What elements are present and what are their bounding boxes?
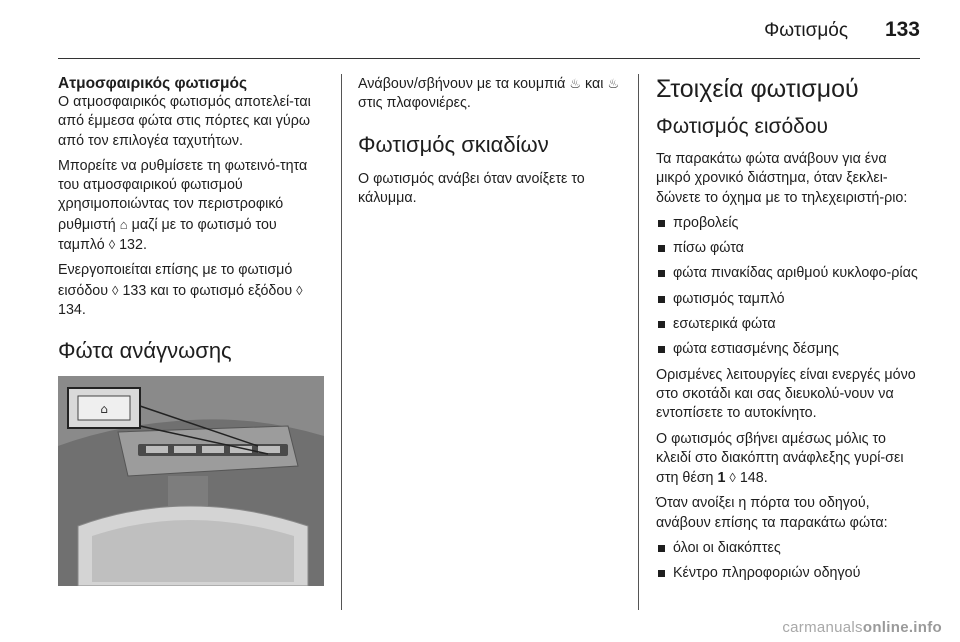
column-divider-1 <box>341 74 342 610</box>
page-ref[interactable]: 132. <box>119 237 147 254</box>
page-ref[interactable]: 148. <box>739 470 768 487</box>
ambient-brightness-text: Μπορείτε να ρυθμίσετε τη φωτεινό-τητα του ατμοσφαιρικού φωτισμού χρησιμοποιώντας τον περιστροφικό ρυθμιστή ⌂ μαζί με το φωτισμό του ταμπλό ◊ 132. <box>58 157 308 254</box>
svg-text:⌂: ⌂ <box>100 402 108 417</box>
list-item: φωτισμός ταμπλό <box>656 290 920 309</box>
page-header <box>0 0 960 58</box>
ignition-position: 1 <box>717 470 726 487</box>
list-item: όλοι οι διακόπτες <box>656 539 920 558</box>
page-ref-icon: ◊ <box>112 282 119 298</box>
page-number: 133 <box>884 18 920 41</box>
ignition-off-text: Ο φωτισμός σβήνει αμέσως μόλις το κλειδί στο διακόπτη ανάφλεξης γυρί-σει στη θέση 1 ◊ 148. <box>656 430 904 487</box>
column-2 <box>358 74 626 214</box>
list-item: φώτα εστιασμένης δέσμης <box>656 340 920 359</box>
ambient-lighting-text: Ο ατμοσφαιρικός φωτισμός αποτελεί-ται από έμμεσα φώτα στις πόρτες και γύρω από τον επιλογέα ταχυτήτων. <box>58 94 311 149</box>
section-title: Στοιχεία φωτισμού <box>656 75 859 103</box>
driver-door-text: Όταν ανοίξει η πόρτα του οδηγού, ανάβουν επίσης τα παρακάτω φώτα: <box>656 495 888 531</box>
page-ref-icon: ◊ <box>296 282 303 298</box>
list-item: προβολείς <box>656 214 920 233</box>
header-divider <box>58 58 920 59</box>
sunvisor-lights-text: Ο φωτισμός ανάβει όταν ανοίξετε το κάλυμμα. <box>358 170 585 206</box>
ambient-activation-text: Ενεργοποιείται επίσης με το φωτισμό εισόδου ◊ 133 και το φωτισμό εξόδου ◊ 134. <box>58 262 303 318</box>
darkness-functions-text: Ορισμένες λειτουργίες είναι ενεργές μόνο στο σκοτάδι και σας διευκολύ-νουν να εντοπίσετε το αυτοκίνητο. <box>656 366 916 422</box>
column-divider-2 <box>638 74 639 610</box>
ambient-lighting-heading: Ατμοσφαιρικός φωτισμός <box>58 75 248 92</box>
column-1 <box>58 74 326 586</box>
reading-lights-photo <box>58 376 324 586</box>
reading-light-icon: ♨ <box>569 76 582 91</box>
header-title: Φωτισμός <box>764 20 848 41</box>
driver-door-lights-list <box>656 539 920 584</box>
sunvisor-lights-heading: Φωτισμός σκιαδίων <box>358 131 549 157</box>
list-item: φώτα πινακίδας αριθμού κυκλοφο-ρίας <box>656 264 920 283</box>
watermark: carmanualsonline.info <box>782 619 942 636</box>
reading-light-icon: ♨ <box>607 76 620 91</box>
entry-lights-list <box>656 214 920 360</box>
page-ref-icon: ◊ <box>108 237 116 253</box>
list-item: πίσω φώτα <box>656 239 920 258</box>
column-3 <box>656 74 920 590</box>
list-item: Κέντρο πληροφοριών οδηγού <box>656 564 920 583</box>
page-ref[interactable]: 134. <box>58 301 86 318</box>
page-ref-icon: ◊ <box>729 470 736 486</box>
list-item: εσωτερικά φώτα <box>656 315 920 334</box>
entry-lighting-heading: Φωτισμός εισόδου <box>656 115 829 138</box>
dial-icon: ⌂ <box>119 216 128 232</box>
reading-lights-heading: Φώτα ανάγνωσης <box>58 338 232 364</box>
page-ref[interactable]: 133 και το φωτισμό εξόδου <box>122 282 293 299</box>
entry-lighting-intro: Τα παρακάτω φώτα ανάβουν για ένα μικρό χρονικό διάστημα, όταν ξεκλει-δώνετε το όχημα με το τηλεχειριστή-ριο: <box>656 151 908 206</box>
reading-lights-text: Ανάβουν/σβήνουν με τα κουμπιά ♨ και ♨ στις πλαφονιέρες. <box>358 76 620 112</box>
